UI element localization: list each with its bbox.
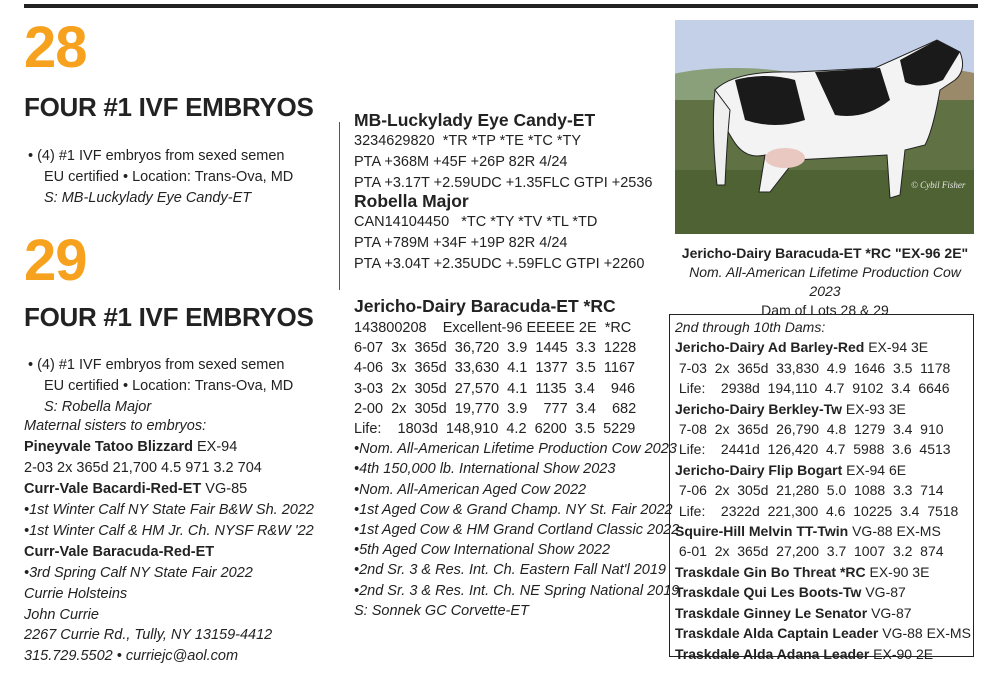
sire2-block [354,190,644,275]
dam-honor: •4th 150,000 lb. International Show 2023 [354,461,616,478]
dams-line: Traskdale Alda Adana Leader EX-90 2E [675,645,934,662]
consignor-farm: Currie Holsteins [24,586,128,602]
dams-line: Jericho-Dairy Berkley-Tw EX-93 3E [675,400,906,417]
dams-line: Traskdale Qui Les Boots-Tw VG-87 [675,584,906,601]
caption-title: Jericho-Dairy Baracuda-ET *RC "EX-96 2E" [681,245,969,261]
photo-watermark: © Cybil Fisher [911,180,966,190]
dam-honor: •Nom. All-American Aged Cow 2022 [354,481,587,498]
dam-record: 2-00 2x 305d 19,770 3.9 777 3.4 682 [354,400,637,417]
dam-honor: •2nd Sr. 3 & Res. Int. Ch. Eastern Fall Nat'l 2019 [354,562,666,579]
sire1-block [354,109,653,194]
consignor-name: John Currie [24,606,99,623]
maternal-sisters [24,416,314,584]
maternal-line: Curr-Vale Baracuda-Red-ET [24,544,215,560]
maternal-line: Curr-Vale Bacardi-Red-ET VG-85 [24,481,248,497]
consignor-block [24,584,272,666]
dam-record: 4-06 3x 365d 33,630 4.1 1377 3.5 1167 [354,360,636,377]
dams-line: Traskdale Gin Bo Threat *RC EX-90 3E [675,563,930,580]
lot-28-number: 28 [24,15,87,80]
maternal-line: •1st Winter Calf & HM Jr. Ch. NYSF R&W '22 [24,523,314,539]
sire1-name: MB-Luckylady Eye Candy-ET [354,110,596,130]
sire2-line: CAN14104450 *TC *TY *TV *TL *TD [354,214,598,230]
dam-record: Life: 1803d 148,910 4.2 6200 3.5 5229 [354,421,636,438]
dams-line: Life: 2938d 194,110 4.7 9102 3.4 6646 [675,380,950,397]
lot-29-sire: S: Robella Major [44,399,152,415]
lot-29-details [28,355,293,418]
maternal-heading: Maternal sisters to embryos: [24,418,207,434]
lot-28-details [28,146,293,209]
dam-honor: •5th Aged Cow International Show 2022 [354,542,611,559]
caption-note: Dam of Lots 28 & 29 [761,302,889,318]
dams-line: Squire-Hill Melvin TT-Twin VG-88 EX-MS [675,523,941,540]
dams-heading: 2nd through 10th Dams: [675,319,826,335]
holstein-cow-image [675,20,974,234]
dam-sire: S: Sonnek GC Corvette-ET [354,602,529,619]
dams-line: Life: 2441d 126,420 4.7 5988 3.6 4513 [675,441,951,458]
lot-29-title: FOUR #1 IVF EMBRYOS [24,302,314,332]
lot-28-sire: S: MB-Luckylady Eye Candy-ET [44,190,252,206]
maternal-line: •3rd Spring Calf NY State Fair 2022 [24,565,253,581]
dam-honor: •2nd Sr. 3 & Res. Int. Ch. NE Spring National 2019 [354,582,680,599]
dam-honor: •Nom. All-American Lifetime Production Cow 2023 [354,441,677,458]
consignor-contact: 315.729.5502 • curriejc@aol.com [24,647,239,664]
dam-record: 3-03 2x 305d 27,570 4.1 1135 3.4 946 [354,380,636,397]
dams-line: Jericho-Dairy Ad Barley-Red EX-94 3E [675,339,929,356]
dams-line: 6-01 2x 365d 27,200 3.7 1007 3.2 874 [675,543,944,560]
sire2-name: Robella Major [354,191,469,211]
dams-line: 7-03 2x 365d 33,830 4.9 1646 3.5 1178 [675,359,951,376]
lot-28-bullet-2: EU certified • Location: Trans-Ova, MD [44,169,294,185]
dams-line: Life: 2322d 221,300 4.6 10225 3.4 7518 [675,502,959,519]
top-rule [24,4,978,8]
dam-record: 6-07 3x 365d 36,720 3.9 1445 3.3 1228 [354,340,637,357]
sire2-line: PTA +3.04T +2.35UDC +.59FLC GTPI +2260 [354,256,645,272]
sire1-line: 3234629820 *TR *TP *TE *TC *TY [354,133,582,149]
dam-honor: •1st Aged Cow & HM Grand Cortland Classic 2022 [354,522,680,539]
dam-block [354,294,679,621]
photo-caption [672,244,978,320]
lot-29-bullet-1: • (4) #1 IVF embryos from sexed semen [28,357,285,373]
dams-box [669,314,974,662]
cow-photo [675,20,974,234]
lot-28-bullet-1: • (4) #1 IVF embryos from sexed semen [28,148,285,164]
lot-28-title: FOUR #1 IVF EMBRYOS [24,92,314,122]
dams-line: Traskdale Ginney Le Senator VG-87 [675,604,912,621]
dams-line: Jericho-Dairy Flip Bogart EX-94 6E [675,461,907,478]
dams-line: 7-08 2x 365d 26,790 4.8 1279 3.4 910 [675,421,944,438]
consignor-address: 2267 Currie Rd., Tully, NY 13159-4412 [24,627,273,643]
dams-line: 7-06 2x 305d 21,280 5.0 1088 3.3 714 [675,482,944,499]
column-divider [339,122,340,290]
caption-subtitle: Nom. All-American Lifetime Production Cow 2023 [689,264,961,299]
lot-29-number: 29 [24,228,87,293]
dam-id: 143800208 Excellent-96 EEEEE 2E *RC [354,320,632,336]
dam-honor: •1st Aged Cow & Grand Champ. NY St. Fair 2022 [354,501,673,518]
maternal-line: 2-03 2x 365d 21,700 4.5 971 3.2 704 [24,460,262,476]
sire1-line: PTA +3.17T +2.59UDC +1.35FLC GTPI +2536 [354,175,653,191]
dam-name: Jericho-Dairy Baracuda-ET *RC [354,296,616,316]
maternal-line: Pineyvale Tatoo Blizzard EX-94 [24,439,238,455]
sire1-line: PTA +368M +45F +26P 82R 4/24 [354,154,568,170]
maternal-line: •1st Winter Calf NY State Fair B&W Sh. 2022 [24,502,314,518]
lot-29-bullet-2: EU certified • Location: Trans-Ova, MD [44,378,294,394]
sire2-line: PTA +789M +34F +19P 82R 4/24 [354,235,568,251]
dams-line: Traskdale Alda Captain Leader VG-88 EX-MS [675,625,971,642]
